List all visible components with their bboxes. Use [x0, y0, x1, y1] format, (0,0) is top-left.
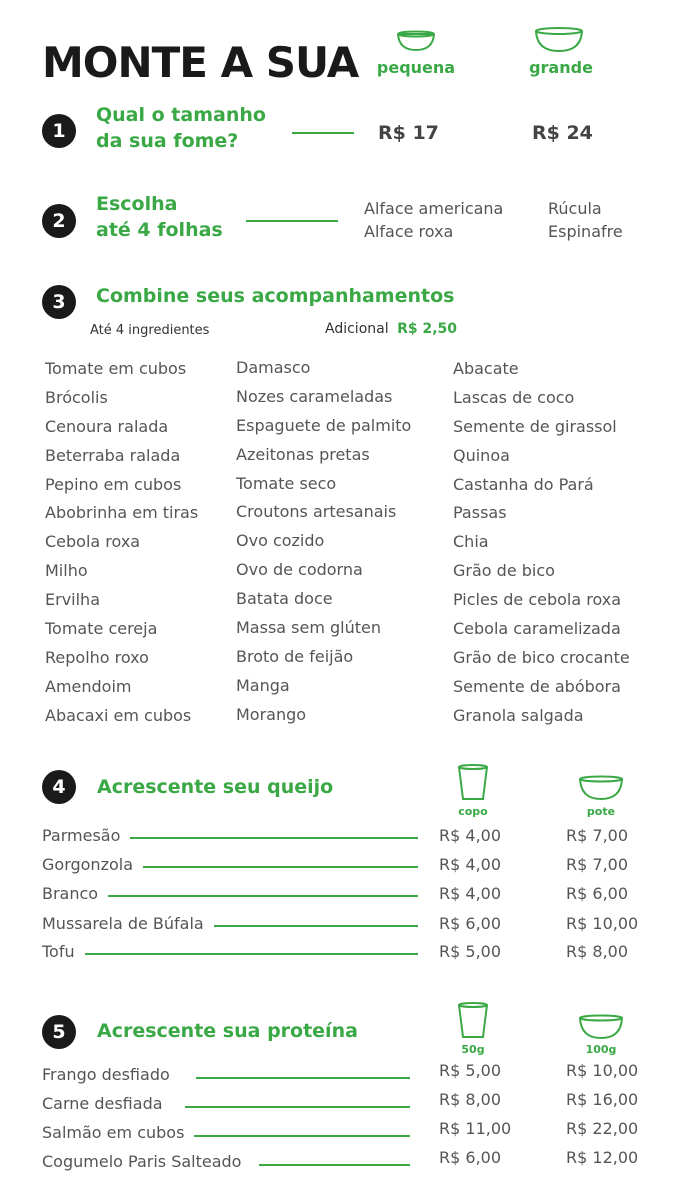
- cheese-price-pote: R$ 8,00: [566, 942, 629, 961]
- ingredient-item: Abacaxi em cubos: [45, 705, 192, 725]
- cheese-price-copo: R$ 4,00: [439, 855, 502, 874]
- ingredient-item: Tomate seco: [236, 473, 337, 493]
- ingredient-item: Passas: [453, 503, 507, 523]
- protein-name: Salmão em cubos: [42, 1123, 194, 1142]
- cheese-name: Parmesão: [42, 826, 130, 845]
- cheese-row: [42, 914, 418, 938]
- ingredient-item: Abobrinha em tiras: [45, 503, 199, 523]
- ingredient-item: Cenoura ralada: [45, 416, 169, 436]
- ingredients-column-3: [453, 355, 630, 731]
- ingredient-item: Azeitonas pretas: [236, 444, 370, 464]
- ingredient-item: Castanha do Pará: [453, 474, 594, 494]
- bowl-icon: [578, 1014, 624, 1040]
- protein-row: [42, 1094, 410, 1118]
- cheese-row: [42, 884, 418, 908]
- step-1-title: [96, 102, 266, 154]
- protein-name: Carne desfiada: [42, 1094, 185, 1113]
- protein-price-100g: R$ 22,00: [566, 1119, 639, 1138]
- cheese-name: Mussarela de Búfala: [42, 914, 214, 933]
- ingredient-item: Milho: [45, 561, 88, 581]
- protein-name: Frango desfiado: [42, 1065, 196, 1084]
- ingredient-item: Quinoa: [453, 445, 510, 465]
- ingredient-item: Nozes carameladas: [236, 386, 393, 406]
- ingredient-item: Cebola roxa: [45, 532, 141, 552]
- additional-price-note: [325, 321, 457, 337]
- ingredient-item: Ovo de codorna: [236, 560, 363, 580]
- cheese-price-copo: R$ 6,00: [439, 914, 502, 933]
- protein-price-100g: R$ 12,00: [566, 1148, 639, 1167]
- ingredient-item: Tomate em cubos: [45, 359, 187, 378]
- ingredient-item: Picles de cebola roxa: [453, 590, 622, 610]
- ingredient-item: Croutons artesanais: [236, 502, 397, 522]
- ingredient-item: Manga: [236, 675, 290, 695]
- page-title: MONTE A SUA: [42, 38, 359, 87]
- ingredients-column-2: [236, 354, 411, 730]
- col-label-50g: 50g: [461, 1043, 485, 1056]
- protein-price-50g: R$ 11,00: [439, 1119, 512, 1138]
- divider-line: [292, 132, 354, 134]
- step-1-title-line1: Qual o tamanho: [96, 104, 266, 126]
- cheese-price-pote: R$ 6,00: [566, 884, 629, 903]
- cheese-price-copo: R$ 5,00: [439, 942, 502, 961]
- leaf-list-col1: [364, 197, 503, 243]
- ingredient-limit-note: Até 4 ingredientes: [90, 323, 210, 338]
- cheese-name: Tofu: [42, 942, 85, 961]
- ingredient-item: Batata doce: [236, 589, 333, 609]
- cheese-price-pote: R$ 10,00: [566, 914, 639, 933]
- ingredient-item: Espaguete de palmito: [236, 415, 412, 435]
- protein-row: [42, 1152, 410, 1176]
- protein-price-100g: R$ 10,00: [566, 1061, 639, 1080]
- ingredient-item: Morango: [236, 704, 307, 724]
- price-pequena: R$ 17: [378, 122, 439, 144]
- step-3-title: Combine seus acompanhamentos: [96, 285, 455, 307]
- step-1-title-line2: da sua fome?: [96, 130, 239, 152]
- ingredient-item: Cebola caramelizada: [453, 619, 621, 639]
- leaf-item: Alface americana: [364, 199, 504, 218]
- leaf-item: Espinafre: [548, 222, 623, 241]
- bowl-icon: [578, 775, 624, 801]
- cheese-name: Gorgonzola: [42, 855, 143, 874]
- cheese-row: [42, 855, 418, 879]
- protein-price-50g: R$ 5,00: [439, 1061, 502, 1080]
- ingredient-item: Ovo cozido: [236, 531, 325, 551]
- ingredient-item: Ervilha: [45, 590, 100, 610]
- protein-price-50g: R$ 8,00: [439, 1090, 502, 1109]
- ingredients-column-1: [45, 355, 198, 731]
- col-label-pote: pote: [586, 805, 616, 818]
- size-label-grande: grande: [529, 58, 593, 77]
- additional-price: R$ 2,50: [397, 321, 457, 337]
- additional-label: Adicional: [325, 321, 389, 337]
- ingredient-item: Tomate cereja: [45, 619, 158, 639]
- step-number-5: 5: [42, 1015, 76, 1049]
- ingredient-item: Lascas de coco: [453, 387, 575, 407]
- leader-line: [42, 953, 418, 955]
- cheese-name: Branco: [42, 884, 108, 903]
- ingredient-item: Grão de bico: [453, 561, 555, 581]
- step-4-title: Acrescente seu queijo: [97, 776, 334, 798]
- bowl-small-icon: [395, 30, 437, 52]
- bowl-large-icon: [533, 26, 585, 53]
- step-number-4: 4: [42, 770, 76, 804]
- protein-price-50g: R$ 6,00: [439, 1148, 502, 1167]
- leaf-list-col2: [548, 197, 623, 243]
- cheese-price-copo: R$ 4,00: [439, 884, 502, 903]
- step-2-title: [96, 191, 223, 243]
- ingredient-item: Semente de abóbora: [453, 676, 621, 696]
- ingredient-item: Amendoim: [45, 676, 132, 696]
- ingredient-item: Abacate: [453, 359, 519, 378]
- col-label-100g: 100g: [585, 1043, 617, 1056]
- step-5-title: Acrescente sua proteína: [97, 1020, 358, 1042]
- ingredient-item: Pepino em cubos: [45, 474, 182, 494]
- cheese-row: [42, 826, 418, 850]
- ingredient-item: Granola salgada: [453, 705, 584, 725]
- cheese-price-pote: R$ 7,00: [566, 855, 629, 874]
- cup-icon: [457, 1002, 489, 1040]
- col-label-copo: copo: [458, 805, 488, 818]
- cup-icon: [457, 764, 489, 802]
- ingredient-item: Beterraba ralada: [45, 445, 181, 465]
- protein-row: [42, 1065, 410, 1089]
- cheese-row: [42, 942, 418, 966]
- step-number-3: 3: [42, 285, 76, 319]
- ingredient-item: Broto de feijão: [236, 646, 354, 666]
- ingredient-item: Chia: [453, 532, 489, 552]
- ingredient-item: Brócolis: [45, 387, 108, 407]
- ingredient-item: Grão de bico crocante: [453, 647, 630, 667]
- leaf-item: Alface roxa: [364, 222, 454, 241]
- step-number-1: 1: [42, 114, 76, 148]
- protein-row: [42, 1123, 410, 1147]
- step-2-title-line2: até 4 folhas: [96, 219, 223, 241]
- step-number-2: 2: [42, 204, 76, 238]
- ingredient-item: Massa sem glúten: [236, 618, 382, 638]
- price-grande: R$ 24: [532, 122, 593, 144]
- ingredient-item: Semente de girassol: [453, 416, 617, 436]
- leaf-item: Rúcula: [548, 199, 602, 218]
- cheese-price-pote: R$ 7,00: [566, 826, 629, 845]
- divider-line: [246, 220, 338, 222]
- ingredient-item: Repolho roxo: [45, 647, 149, 667]
- protein-price-100g: R$ 16,00: [566, 1090, 639, 1109]
- protein-name: Cogumelo Paris Salteado: [42, 1152, 259, 1171]
- ingredient-item: Damasco: [236, 358, 311, 377]
- cheese-price-copo: R$ 4,00: [439, 826, 502, 845]
- step-2-title-line1: Escolha: [96, 193, 178, 215]
- size-label-pequena: pequena: [376, 58, 456, 77]
